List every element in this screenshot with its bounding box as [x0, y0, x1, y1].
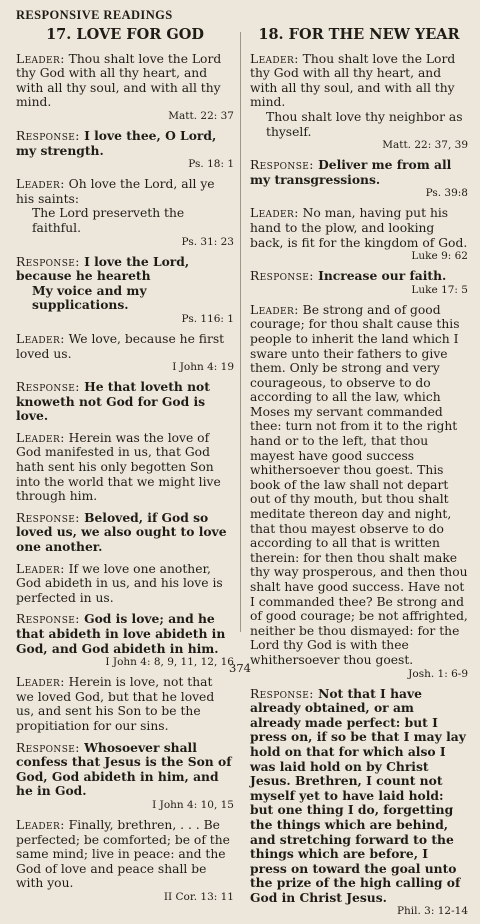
scripture-reference: Josh. 1: 6-9 [408, 667, 468, 680]
response-label: Response: [250, 158, 314, 173]
reading-text: Beloved, if God so loved us, we also ought to love one another. [16, 509, 227, 555]
response-label: Response: [250, 686, 314, 701]
response-label: Response: [16, 380, 80, 395]
page-number: 374 [229, 661, 251, 675]
leader-label: Leader: [250, 51, 299, 66]
reading-text: He that loveth not knoweth not God for God is love. [16, 379, 210, 424]
reading-text: Whosoever shall confess that Jesus is the Son of God, God abideth in him, and he in God. [16, 739, 232, 799]
response-paragraph [250, 158, 468, 199]
leader-paragraph [250, 52, 468, 152]
leader-label: Leader: [16, 675, 65, 690]
reading-text: Oh love the Lord, all ye his saints: [16, 177, 215, 206]
response-paragraph [250, 687, 468, 918]
leader-paragraph [250, 206, 468, 262]
reading-text: Thou shalt love the Lord thy God with all thy heart, and with all thy soul, and with all thy mind. [16, 51, 222, 110]
leader-label: Leader: [250, 206, 299, 221]
response-paragraph [16, 380, 234, 424]
response-label: Response: [16, 128, 80, 143]
scripture-reference: I John 4: 19 [172, 361, 234, 374]
response-paragraph [16, 129, 234, 170]
reading-text: No man, having put his hand to the plow, and looking back, is fit for the kingdom of God. [250, 206, 468, 250]
scripture-reference: II Cor. 13: 11 [163, 890, 234, 903]
reading-text: Herein was the love of God manifested in us, that God hath sent his only begotten Son into the world that we might live through him. [16, 430, 221, 504]
reading-text: We love, because he first loved us. [16, 331, 225, 361]
scripture-reference: Luke 17: 5 [411, 283, 468, 296]
scripture-reference: Luke 9: 62 [411, 250, 468, 263]
reading-text: Not that I have already obtained, or am already made perfect: but I press on, if so be that I may lay hold on that for which also I was laid hold on by Christ Jesus. Brethren, I count not myself yet to have laid hold: but one thing I do, forgetting the things which are behind, and stretching forward to the things which are before, I press on toward the goal unto the prize of the high calling of God in Christ Jesus. [250, 685, 466, 905]
leader-label: Leader: [16, 177, 65, 192]
reading-continuation: Thou shalt love thy neighbor as thyself. [266, 109, 463, 139]
leader-paragraph [16, 562, 234, 606]
reading-text: I love the Lord, because he heareth [16, 253, 190, 284]
response-paragraph [250, 269, 468, 296]
column-divider [240, 32, 241, 632]
reading-continuation: My voice and my supplications. [32, 282, 147, 313]
leader-paragraph [16, 818, 234, 903]
scripture-reference: Ps. 18: 1 [188, 158, 234, 171]
scripture-reference: Ps. 39:8 [425, 187, 468, 200]
reading-text: Finally, brethren, . . . Be perfected; be comforted; be of the same mind; live in peace: and the God of love and peace shall be with you. [16, 817, 230, 891]
reading-text: Herein is love, not that we loved God, but that he loved us, and sent his Son to be the propitiation for our sins. [16, 675, 215, 733]
response-paragraph [16, 511, 234, 555]
left-column [16, 28, 234, 910]
scripture-reference: Matt. 22: 37 [168, 109, 234, 122]
leader-label: Leader: [16, 430, 65, 445]
response-paragraph [16, 741, 234, 811]
scripture-reference: I John 4: 10, 15 [152, 798, 234, 811]
reading-text: I love thee, O Lord, my strength. [16, 127, 217, 158]
leader-paragraph [250, 303, 468, 680]
section-header: RESPONSIVE READINGS [16, 8, 173, 22]
leader-label: Leader: [250, 302, 299, 317]
leader-paragraph [16, 52, 234, 122]
leader-paragraph [16, 177, 234, 247]
leader-label: Leader: [16, 331, 65, 346]
right-column [250, 28, 468, 924]
leader-paragraph [16, 431, 234, 504]
response-label: Response: [16, 254, 80, 269]
scripture-reference: Phil. 3: 12-14 [396, 905, 468, 918]
leader-paragraph [16, 675, 234, 733]
reading-text: Be strong and of good courage; for thou shalt cause this people to inherit the land which I sware unto their fathers to give them. Only be strong and very courageous, to observe to do according to all the law, which Moses my servant commanded thee: turn not from it to the right hand or to the left, that thou mayest have good success whithersoever thou goest. This book of the law shall not depart out of thy mouth, but thou shalt meditate thereon day and night, that thou mayest observe to do according to all that is written therein: for then thou shalt make thy way prosperous, and then thou shalt have good success. Have not I commanded thee? Be strong and of good courage; be not affrighted, neither be thou dismayed: for the Lord thy God is with thee whithersoever thou goest. [250, 302, 468, 667]
reading-text: Thou shalt love the Lord thy God with all thy heart, and with all thy soul, and with all thy mind. [250, 51, 456, 110]
reading-title: 17. LOVE FOR GOD [46, 26, 204, 43]
reading-continuation: The Lord preserveth the faithful. [32, 206, 185, 235]
leader-label: Leader: [16, 817, 65, 832]
scripture-reference: Ps. 31: 23 [181, 235, 234, 248]
leader-paragraph [16, 332, 234, 373]
response-paragraph [16, 255, 234, 325]
scripture-reference: Ps. 116: 1 [181, 312, 234, 325]
reading-text: Deliver me from all my transgressions. [250, 157, 452, 187]
response-label: Response: [16, 612, 80, 627]
reading-title: 18. FOR THE NEW YEAR [258, 26, 460, 43]
leader-label: Leader: [16, 561, 65, 576]
reading-text: Increase our faith. [318, 268, 447, 284]
response-label: Response: [250, 269, 314, 284]
response-paragraph [16, 612, 234, 668]
reading-text: If we love one another, God abideth in us, and his love is perfected in us. [16, 561, 223, 605]
leader-label: Leader: [16, 51, 65, 66]
response-label: Response: [16, 740, 80, 755]
reading-text: God is love; and he that abideth in love abideth in God, and God abideth in him. [16, 611, 226, 656]
scripture-reference: Matt. 22: 37, 39 [382, 139, 468, 152]
response-label: Response: [16, 510, 80, 525]
scripture-reference: I John 4: 8, 9, 11, 12, 16 [105, 656, 234, 669]
